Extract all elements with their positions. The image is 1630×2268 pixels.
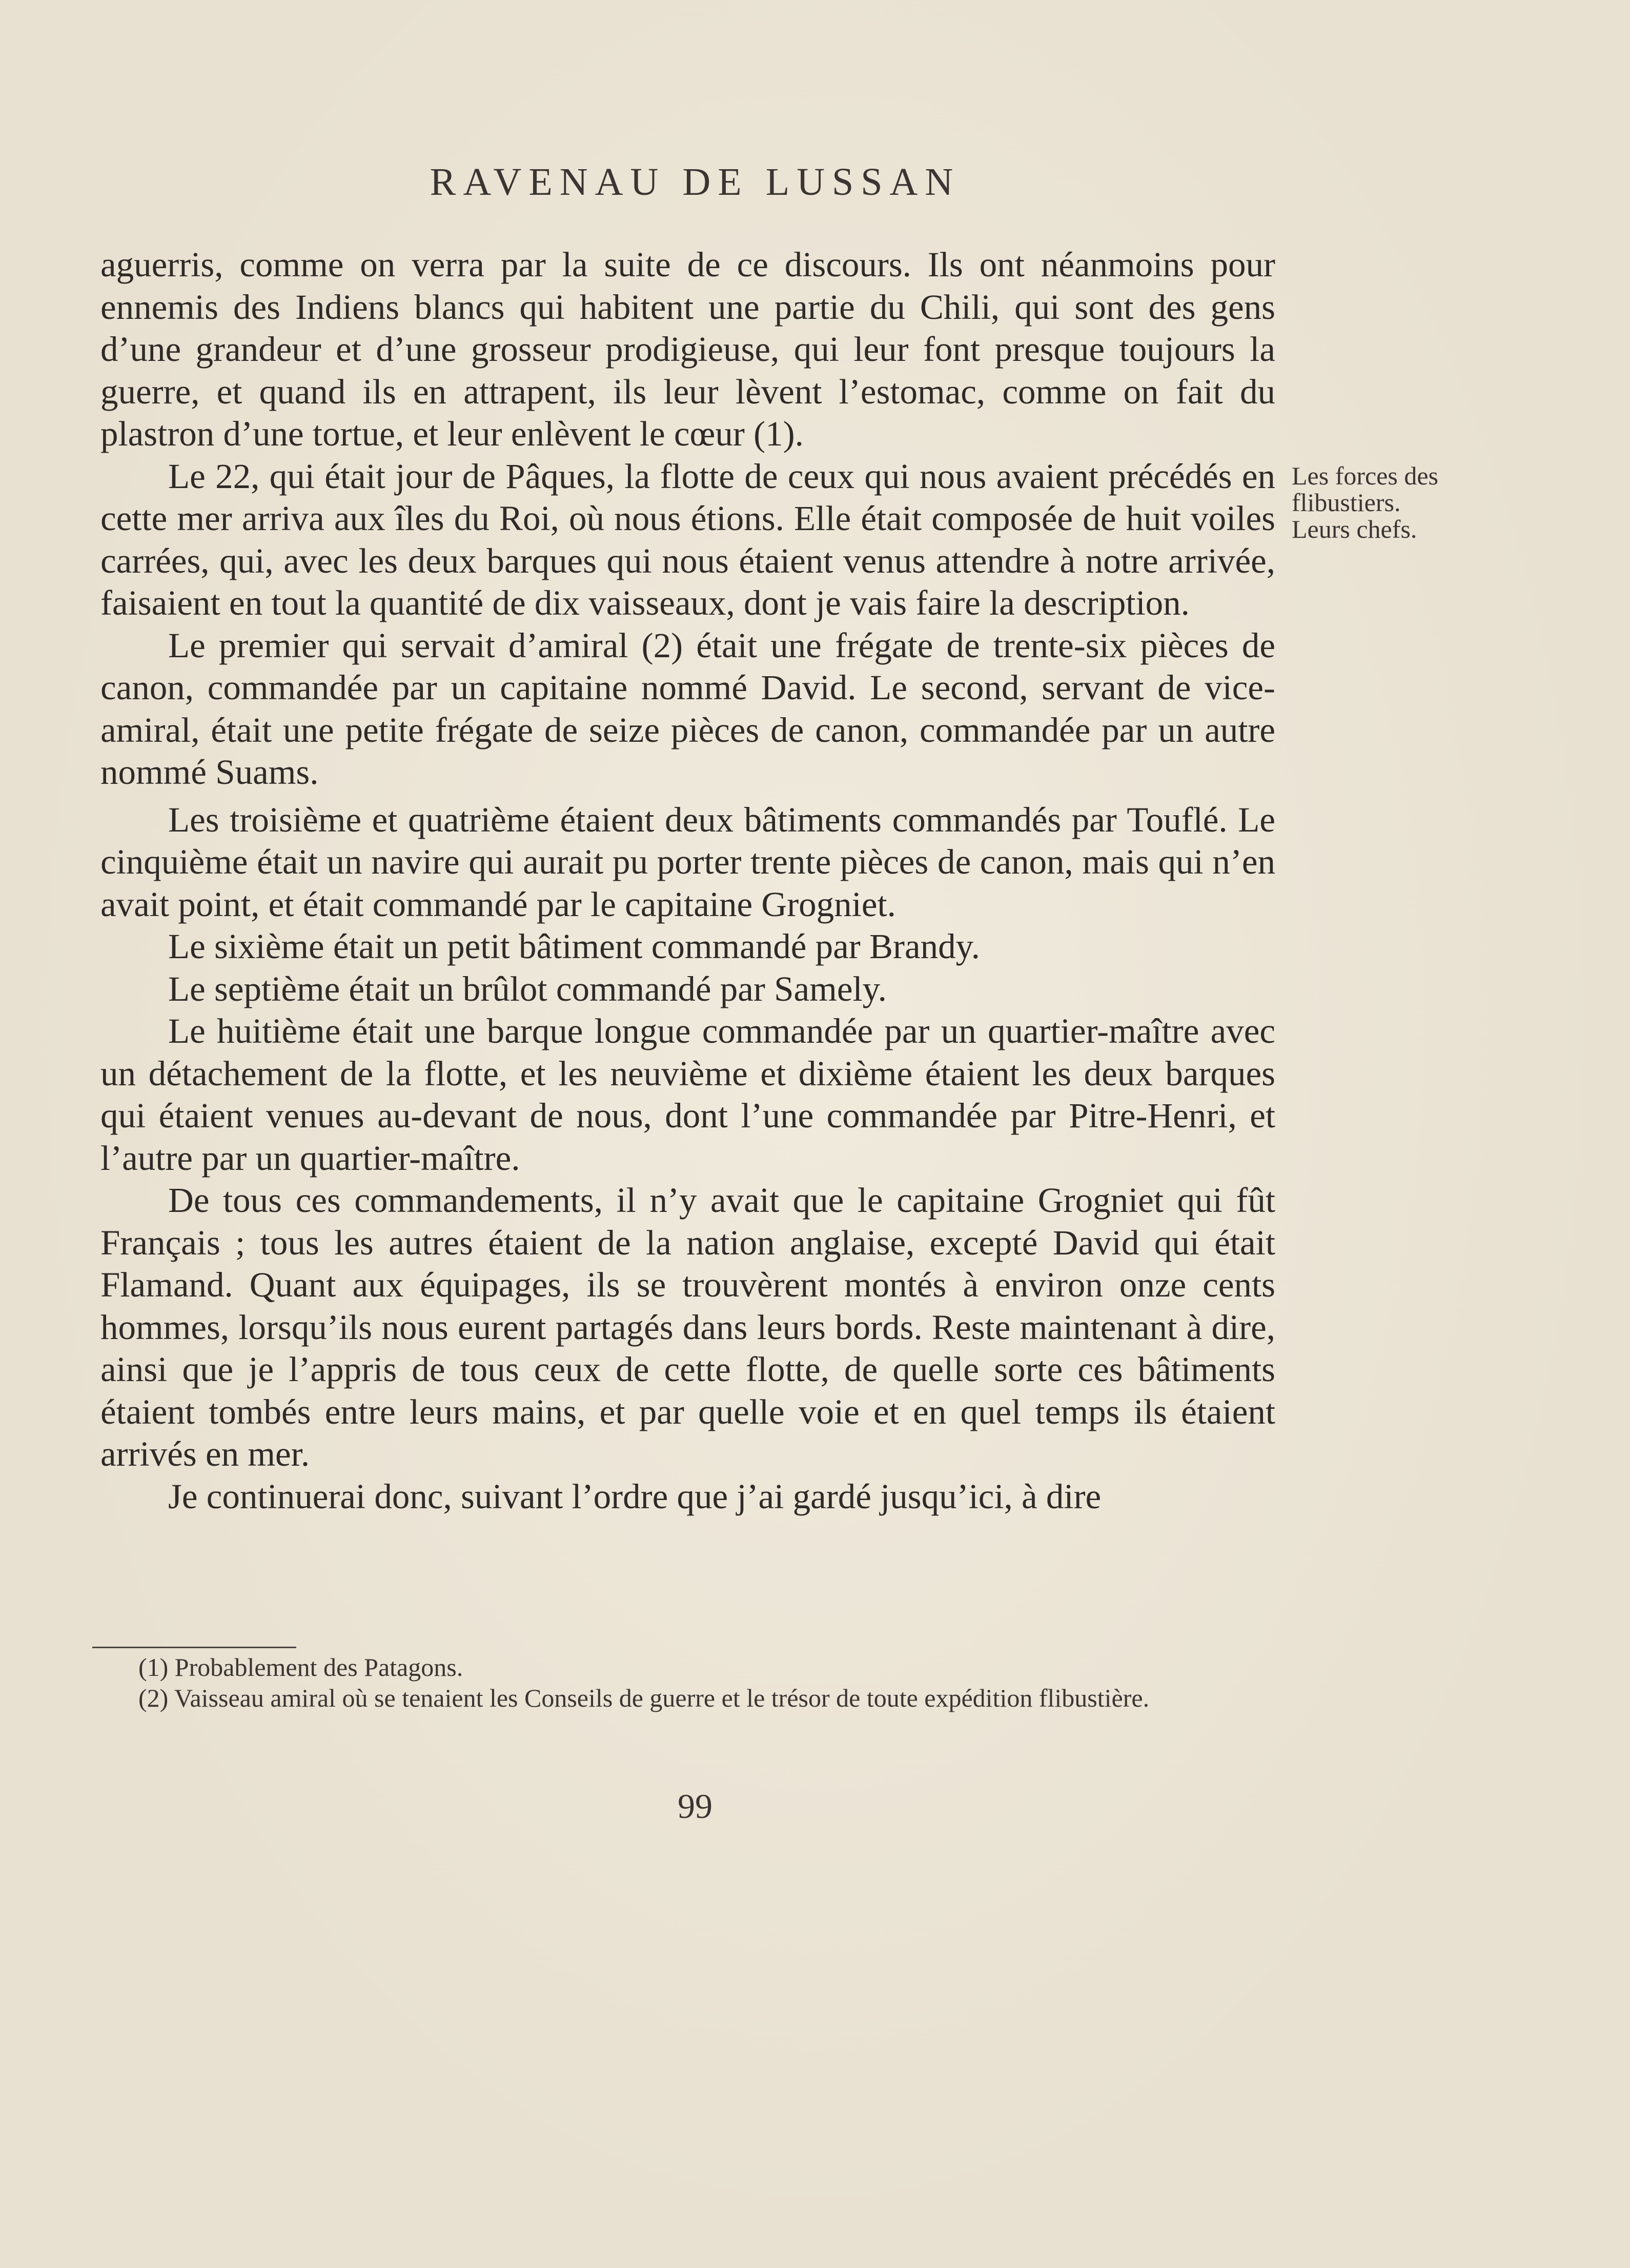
paragraph: Je continuerai donc, suivant l’ordre que j’ai gardé jusqu’ici, à dire: [168, 1476, 1102, 1516]
running-head: RAVENAU DE LUSSAN: [430, 160, 961, 204]
marginal-note: Les forces des flibustiers. Leurs chefs.: [1292, 461, 1438, 543]
paragraph: De tous ces commandements, il n’y avait que le capitaine Grogniet qui fût Français ; tous les autres étaient de la nation anglaise, excepté David qui était Flamand. Quant aux équipages, ils se trouvèrent montés à environ onze cents hommes, lorsqu’ils nous eurent partagés dans leurs bords. Reste maintenant à dire, ainsi que je l’appris de tous ceux de cette flotte, de quelle sorte ces bâtiments étaient tombés entre leurs mains, et par quelle voie et en quel temps ils étaient arrivés en mer.: [100, 1181, 1275, 1473]
paragraph: aguerris, comme on verra par la suite de ce discours. Ils ont néanmoins pour ennemis des Indiens blancs qui habitent une partie du Chili, qui sont des gens d’une grandeur et d’une grosseur prodigieuse, qui leur font presque toujours la guerre, et quand ils en attrapent, ils leur lèvent l’estomac, comme on fait du plastron d’une tortue, et leur enlèvent le cœur (1).: [100, 245, 1275, 453]
body-text: [100, 244, 1275, 1517]
footnotes: [92, 1652, 1271, 1713]
footnote: (2) Vaisseau amiral où se tenaient les Conseils de guerre et le trésor de toute expédition flibustière.: [138, 1684, 1150, 1712]
paragraph: Le septième était un brûlot commandé par Samely.: [168, 969, 887, 1008]
footnote: (1) Probablement des Patagons.: [138, 1653, 463, 1682]
paragraph: Le 22, qui était jour de Pâques, la flotte de ceux qui nous avaient précédés en cette mer arriva aux îles du Roi, où nous étions. Elle était composée de huit voiles carrées, qui, avec les deux barques qui nous étaient venus attendre à notre arrivée, faisaient en tout la quantité de dix vaisseaux, dont je vais faire la description.: [100, 456, 1275, 622]
paragraph: Le sixième était un petit bâtiment commandé par Brandy.: [168, 927, 980, 966]
paragraph: Le huitième était une barque longue commandée par un quartier-maître avec un détachement de la flotte, et les neuvième et dixième étaient les deux barques qui étaient venues au-devant de nous, dont l’une commandée par Pitre-Henri, et l’autre par un quartier-maître.: [100, 1011, 1275, 1178]
paragraph: Le premier qui servait d’amiral (2) était une frégate de trente-six pièces de canon, commandée par un capitaine nommé David. Le second, servant de vice-amiral, était une petite frégate de seize pièces de canon, commandée par un autre nommé Suams.: [100, 625, 1275, 792]
page-number: 99: [678, 1787, 712, 1826]
paragraph: Les troisième et quatrième étaient deux bâtiments commandés par Touflé. Le cinquième était un navire qui aurait pu porter trente pièces de canon, mais qui n’en avait point, et était commandé par le capitaine Grogniet.: [100, 800, 1275, 924]
footnote-divider: [92, 1647, 296, 1648]
